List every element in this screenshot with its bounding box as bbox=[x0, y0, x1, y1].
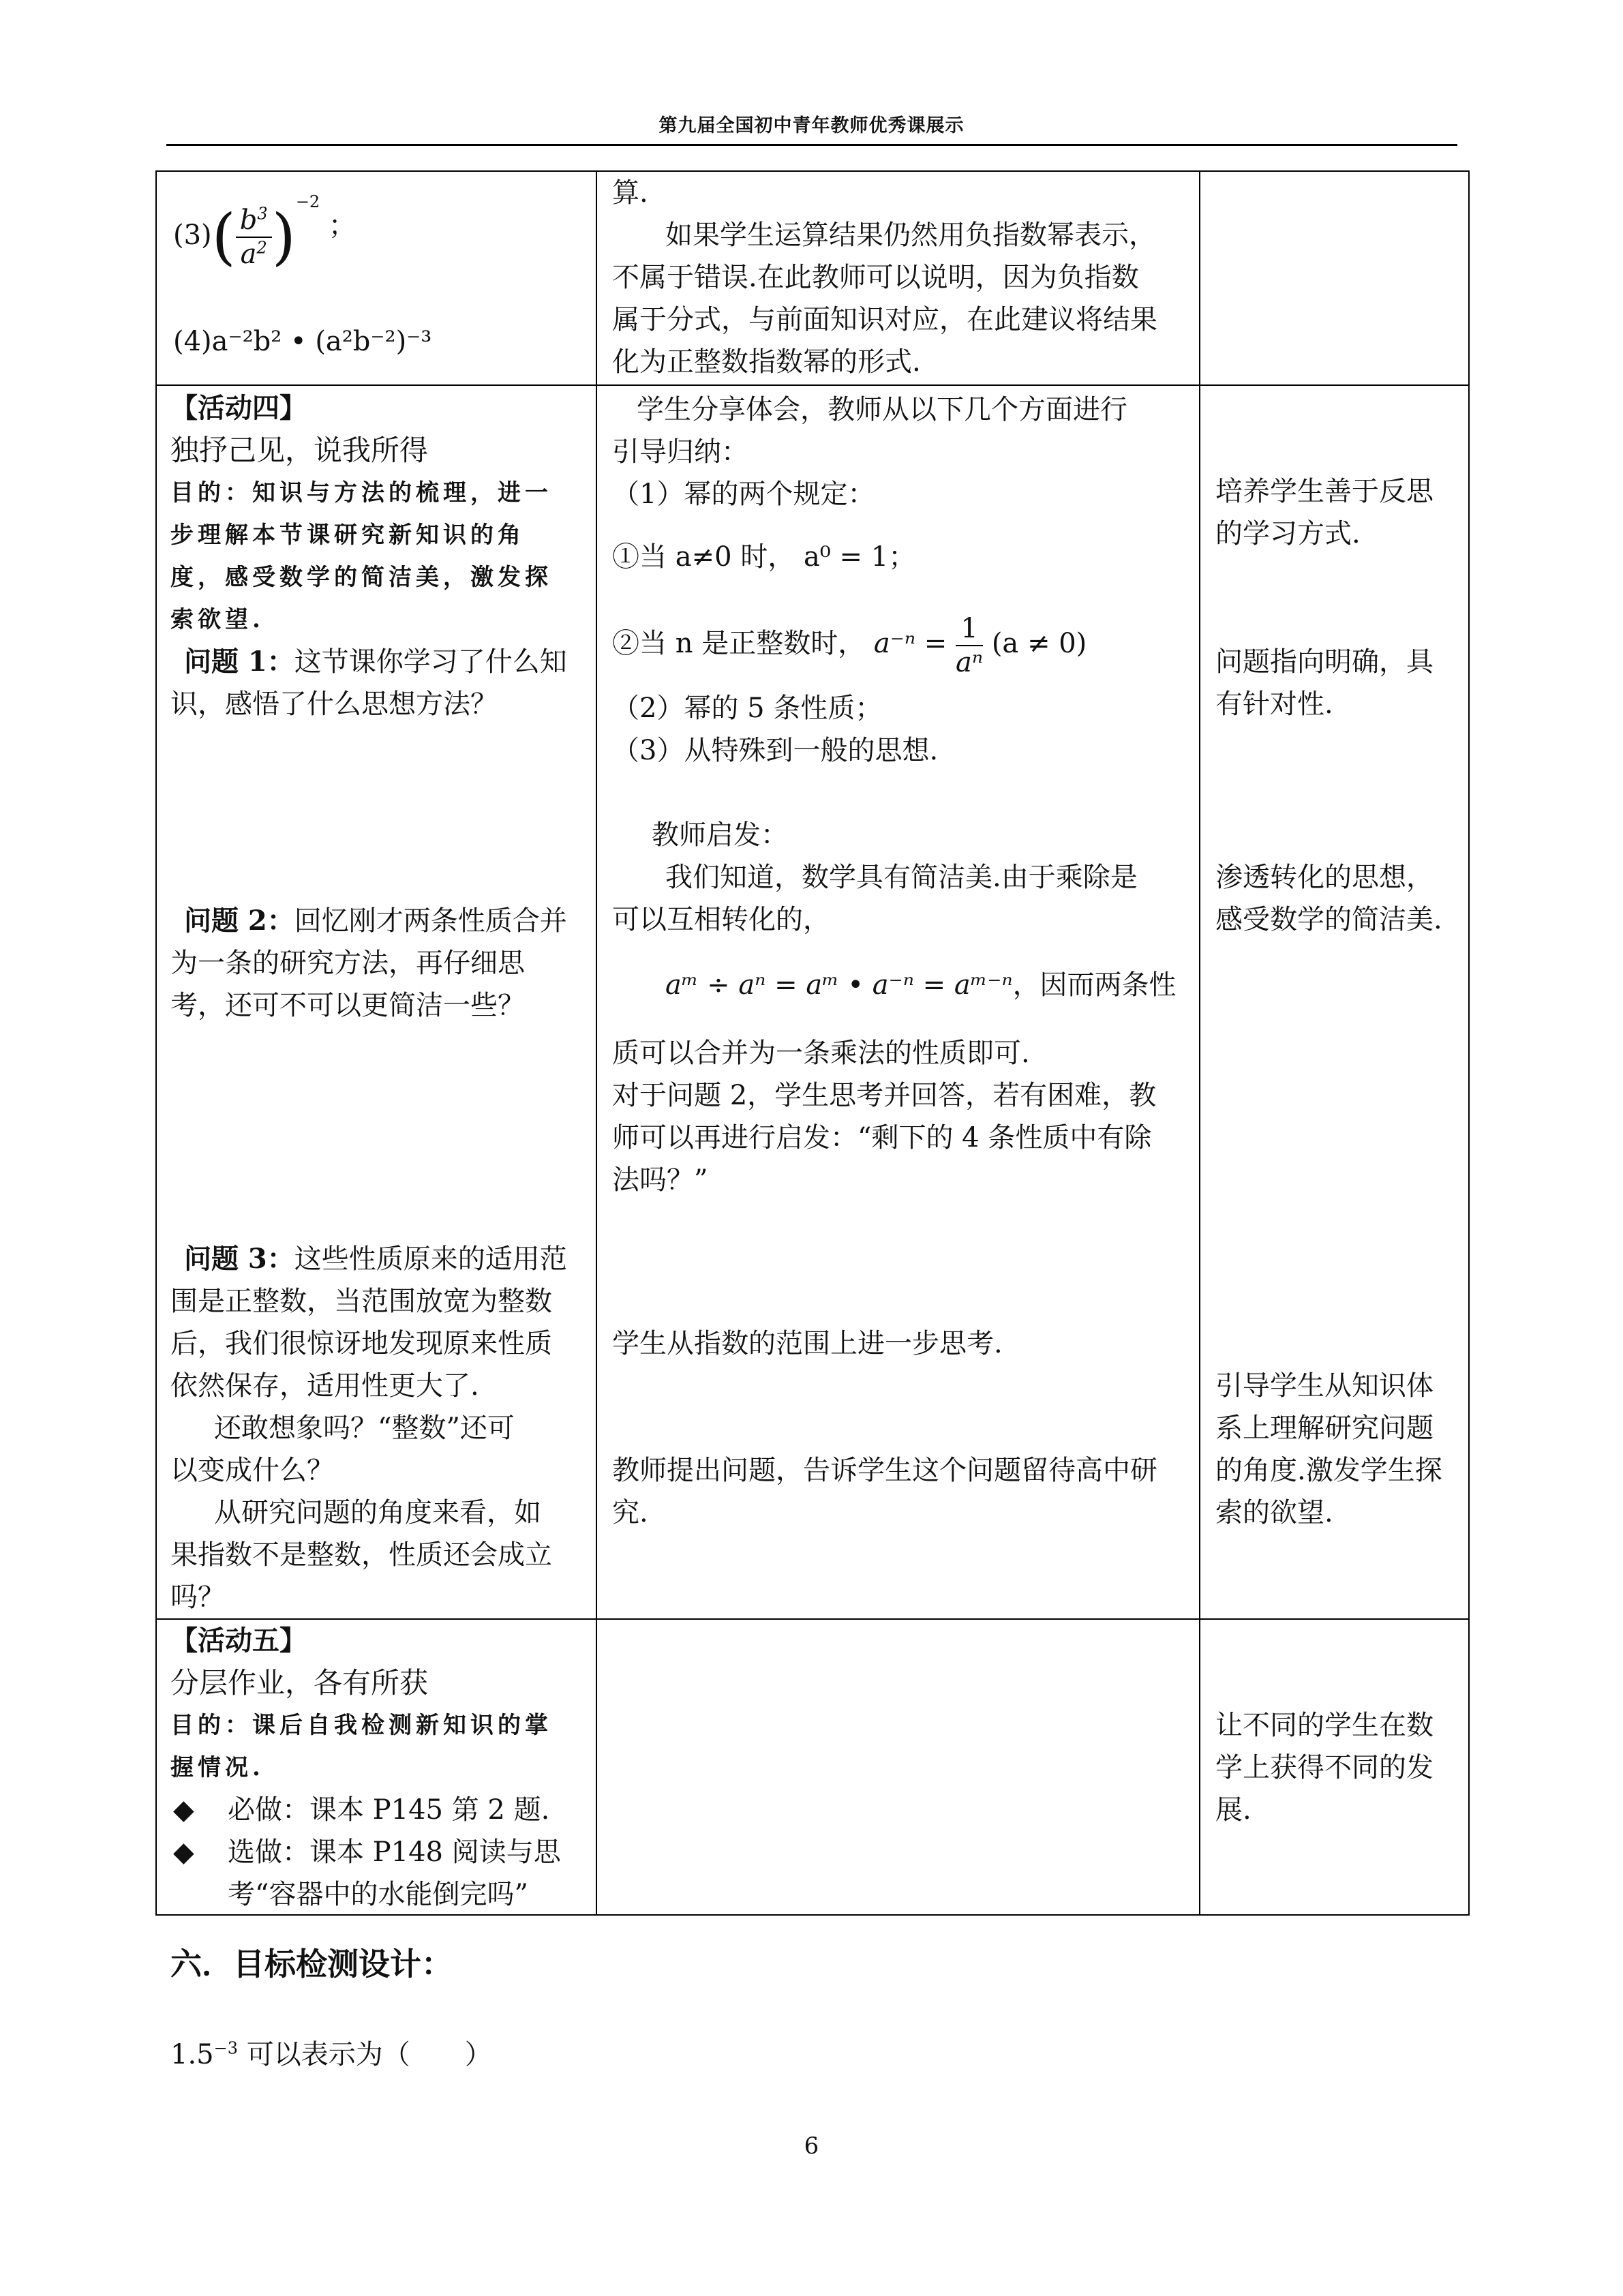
activity-4-subtitle: 独抒己见，说我所得 bbox=[170, 434, 429, 467]
goal-line: 度，感受数学的简洁美，激发探 bbox=[170, 564, 552, 591]
text-line: 培养学生善于反思 bbox=[1215, 476, 1434, 507]
item4-expression: (4)a⁻²b² • (a²b⁻²)⁻³ bbox=[173, 326, 432, 357]
question-1-text: $1.5^{-3}$ 可以表示为（ ） bbox=[170, 2038, 492, 2070]
row2-left-cell bbox=[156, 385, 596, 1619]
text-line: 引导学生从知识体 bbox=[1215, 1370, 1434, 1402]
rule-1: ①当 a≠0 时， a⁰ = 1； bbox=[612, 541, 916, 573]
text-line: 的角度.激发学生探 bbox=[1215, 1455, 1442, 1486]
text-line: 展. bbox=[1215, 1794, 1252, 1826]
text-line: 让不同的学生在数 bbox=[1215, 1710, 1434, 1741]
text-line: 学生从指数的范围上进一步思考. bbox=[612, 1328, 1003, 1359]
text-line: 算. bbox=[612, 177, 648, 209]
text-line: 还敢想象吗？“整数”还可 bbox=[214, 1413, 515, 1444]
text-line: 属于分式，与前面知识对应，在此建议将结果 bbox=[612, 304, 1157, 335]
text-line: 从研究问题的角度来看，如 bbox=[214, 1497, 541, 1528]
text-line: 问题指向明确，具 bbox=[1215, 646, 1434, 678]
page-number: 6 bbox=[804, 2132, 819, 2160]
text-line: 学生分享体会，教师从以下几个方面进行 bbox=[637, 394, 1127, 425]
goal-line: 握情况. bbox=[170, 1754, 264, 1781]
bullet-icon: ◆ bbox=[173, 1837, 194, 1868]
text-line: 后，我们很惊讶地发现原来性质 bbox=[170, 1328, 552, 1359]
homework-required: 必做：课本 P145 第 2 题. bbox=[228, 1794, 550, 1826]
table-row bbox=[156, 171, 1469, 385]
row1-right-cell bbox=[1200, 171, 1469, 385]
table-row bbox=[156, 1619, 1469, 1915]
text-line: 质可以合并为一条乘法的性质即可. bbox=[612, 1038, 1030, 1069]
page-header: 第九届全国初中青年教师优秀课展示 bbox=[658, 115, 965, 136]
formula-line: aᵐ ÷ aⁿ = aᵐ • a⁻ⁿ = aᵐ⁻ⁿ，因而两条性 bbox=[665, 969, 1177, 1001]
text-line: 引导归纳： bbox=[612, 436, 748, 468]
text-line: 围是正整数，当范围放宽为整数 bbox=[170, 1286, 552, 1317]
activity-4-title: 【活动四】 bbox=[170, 393, 307, 424]
text-line: 法吗？” bbox=[612, 1164, 708, 1196]
bullet-icon: ◆ bbox=[173, 1794, 194, 1826]
question-2: 问题 2：回忆刚才两条性质合并 bbox=[184, 905, 567, 937]
text-line: 渗透转化的思想， bbox=[1215, 862, 1434, 893]
goal-line: 索欲望. bbox=[170, 606, 264, 633]
text-line: 依然保存，适用性更大了. bbox=[170, 1370, 479, 1402]
text-line: 究. bbox=[612, 1497, 648, 1528]
text-line: 系上理解研究问题 bbox=[1215, 1413, 1434, 1444]
homework-optional: 选做：课本 P148 阅读与思 bbox=[228, 1837, 561, 1868]
text-line: 不属于错误.在此教师可以说明，因为负指数 bbox=[612, 262, 1139, 293]
row2-mid-cell bbox=[596, 385, 1200, 1619]
hint-title: 教师启发： bbox=[652, 819, 788, 851]
text-line: 的学习方式. bbox=[1215, 518, 1361, 549]
text-line: 教师提出问题，告诉学生这个问题留待高中研 bbox=[612, 1455, 1157, 1486]
row3-mid-cell bbox=[596, 1619, 1200, 1915]
row1-left-cell bbox=[156, 171, 596, 385]
section-title: 六．目标检测设计： bbox=[170, 1946, 453, 1982]
text-line: 学上获得不同的发 bbox=[1215, 1752, 1434, 1783]
rule-2: ②当 n 是正整数时， a⁻ⁿ = $\frac{1}{\text{aⁿ}}$ (a ≠ 0) bbox=[612, 613, 1087, 678]
text-line: 如果学生运算结果仍然用负指数幂表示， bbox=[665, 220, 1156, 251]
text-line: 考“容器中的水能倒完吗” bbox=[228, 1879, 528, 1910]
text-line: 化为正整数指数幂的形式. bbox=[612, 346, 921, 378]
goal-line: 步理解本节课研究新知识的角 bbox=[170, 522, 525, 549]
text-line: （1）幂的两个规定： bbox=[612, 479, 875, 510]
text-line: 吗？ bbox=[170, 1582, 225, 1613]
text-line: （3）从特殊到一般的思想. bbox=[612, 735, 939, 766]
goal-line: 目的：知识与方法的梳理，进一 bbox=[170, 479, 552, 507]
text-line: 识，感悟了什么思想方法？ bbox=[170, 689, 498, 720]
text-line: 考，还可不可以更简洁一些？ bbox=[170, 990, 525, 1021]
question-3: 问题 3：这些性质原来的适用范 bbox=[184, 1243, 567, 1275]
activity-5-subtitle: 分层作业，各有所获 bbox=[170, 1666, 429, 1700]
lesson-table bbox=[155, 170, 1470, 1916]
text-line: 对于问题 2，学生思考并回答，若有困难，教 bbox=[612, 1080, 1157, 1111]
activity-5-title: 【活动五】 bbox=[170, 1625, 307, 1657]
question-1: 问题 1：这节课你学习了什么知 bbox=[184, 646, 567, 678]
row2-right-cell bbox=[1200, 385, 1469, 1619]
text-line: 师可以再进行启发：“剩下的 4 条性质中有除 bbox=[612, 1122, 1152, 1153]
text-line: （2）幂的 5 条性质； bbox=[612, 693, 883, 724]
row3-left-cell bbox=[156, 1619, 596, 1915]
text-line: 以变成什么？ bbox=[170, 1455, 334, 1486]
text-line: 有针对性. bbox=[1215, 689, 1333, 720]
text-line: 为一条的研究方法，再仔细思 bbox=[170, 948, 525, 979]
text-line: 索的欲望. bbox=[1215, 1497, 1333, 1528]
table-row bbox=[156, 385, 1469, 1619]
row1-mid-cell bbox=[596, 171, 1200, 385]
row3-right-cell bbox=[1200, 1619, 1469, 1915]
goal-line: 目的：课后自我检测新知识的掌 bbox=[170, 1712, 552, 1739]
text-line: 果指数不是整数，性质还会成立 bbox=[170, 1539, 552, 1571]
item3-expression: (3)( $\frac{b^3}{a^2}$ )$^{-2}$ ； bbox=[173, 192, 356, 273]
text-line: 可以互相转化的， bbox=[612, 904, 830, 935]
text-line: 感受数学的简洁美. bbox=[1215, 904, 1442, 935]
header-rule bbox=[166, 144, 1457, 146]
text-line: 我们知道，数学具有简洁美.由于乘除是 bbox=[665, 862, 1138, 893]
